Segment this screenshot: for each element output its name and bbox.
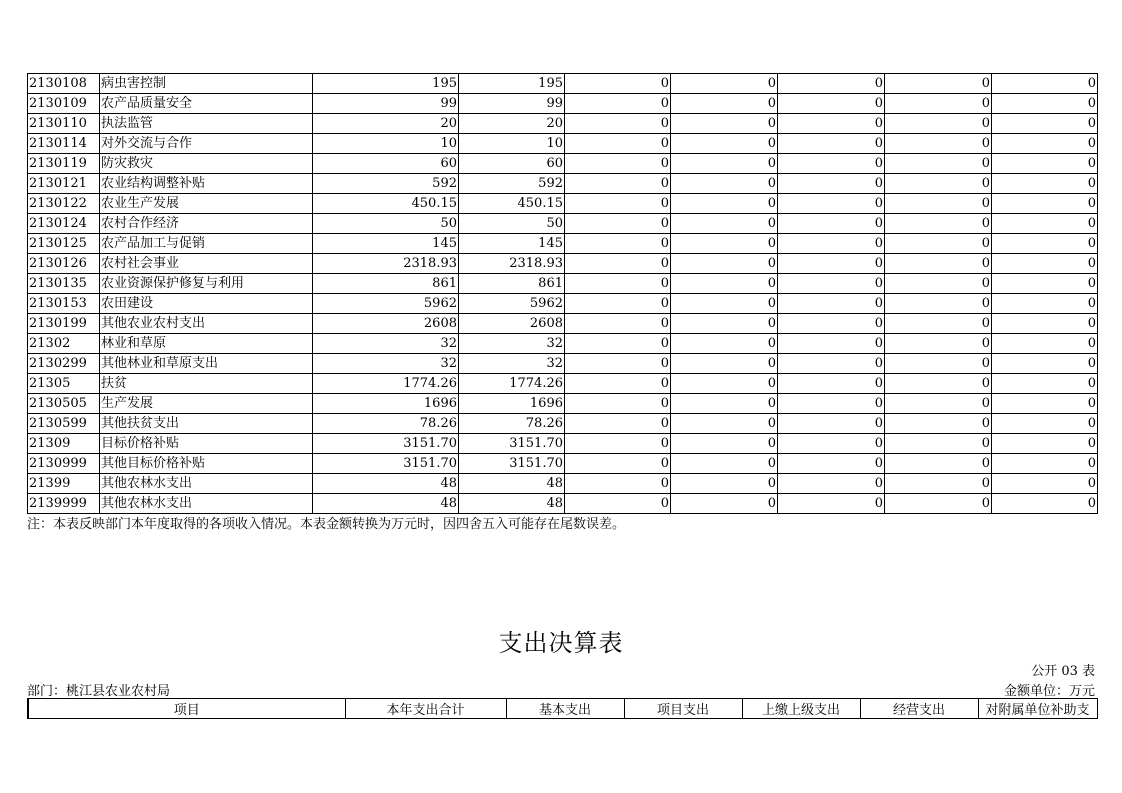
row-name: 其他农林水支出 xyxy=(100,494,313,514)
row-value: 48 xyxy=(313,494,459,514)
table-row xyxy=(28,114,1098,134)
row-value: 0 xyxy=(992,374,1098,394)
row-name: 其他目标价格补贴 xyxy=(100,454,313,474)
row-value: 0 xyxy=(565,194,671,214)
row-value: 0 xyxy=(778,234,885,254)
row-value: 3151.70 xyxy=(313,434,459,454)
row-value: 0 xyxy=(992,334,1098,354)
row-value: 0 xyxy=(671,74,778,94)
row-code: 2130599 xyxy=(28,414,100,434)
row-value: 0 xyxy=(992,414,1098,434)
row-value: 0 xyxy=(778,154,885,174)
row-value: 0 xyxy=(671,334,778,354)
table-row xyxy=(28,254,1098,274)
row-value: 0 xyxy=(885,474,992,494)
row-value: 0 xyxy=(885,314,992,334)
table-row xyxy=(28,174,1098,194)
row-code: 2130121 xyxy=(28,174,100,194)
table-row xyxy=(28,394,1098,414)
row-value: 0 xyxy=(992,94,1098,114)
table-row xyxy=(28,214,1098,234)
row-code: 2130999 xyxy=(28,454,100,474)
header-total-expense: 本年支出合计 xyxy=(345,699,506,719)
row-value: 60 xyxy=(313,154,459,174)
row-value: 0 xyxy=(778,214,885,234)
income-table-body xyxy=(28,74,1098,514)
row-value: 0 xyxy=(992,174,1098,194)
row-name: 对外交流与合作 xyxy=(100,134,313,154)
row-value: 48 xyxy=(313,474,459,494)
row-value: 0 xyxy=(565,254,671,274)
header-item: 项目 xyxy=(28,699,345,719)
row-value: 450.15 xyxy=(459,194,565,214)
row-value: 0 xyxy=(671,474,778,494)
row-value: 450.15 xyxy=(313,194,459,214)
header-project-expense: 项目支出 xyxy=(624,699,742,719)
row-value: 99 xyxy=(459,94,565,114)
row-name: 农产品质量安全 xyxy=(100,94,313,114)
row-value: 0 xyxy=(885,394,992,414)
row-value: 0 xyxy=(565,214,671,234)
row-value: 0 xyxy=(565,354,671,374)
income-table xyxy=(27,73,1098,514)
row-code: 2139999 xyxy=(28,494,100,514)
row-value: 0 xyxy=(885,454,992,474)
row-value: 2318.93 xyxy=(313,254,459,274)
row-value: 0 xyxy=(778,74,885,94)
row-value: 145 xyxy=(313,234,459,254)
row-code: 2130199 xyxy=(28,314,100,334)
row-value: 0 xyxy=(778,434,885,454)
table-row xyxy=(28,154,1098,174)
row-name: 病虫害控制 xyxy=(100,74,313,94)
row-name: 扶贫 xyxy=(100,374,313,394)
table-row xyxy=(28,334,1098,354)
row-value: 0 xyxy=(885,374,992,394)
row-value: 0 xyxy=(778,194,885,214)
row-code: 2130122 xyxy=(28,194,100,214)
row-value: 0 xyxy=(885,154,992,174)
row-value: 0 xyxy=(992,114,1098,134)
row-value: 0 xyxy=(565,234,671,254)
row-value: 861 xyxy=(459,274,565,294)
row-value: 0 xyxy=(778,94,885,114)
row-value: 0 xyxy=(885,174,992,194)
row-value: 0 xyxy=(565,74,671,94)
row-value: 0 xyxy=(565,494,671,514)
table-row xyxy=(28,74,1098,94)
row-value: 195 xyxy=(459,74,565,94)
row-value: 0 xyxy=(565,94,671,114)
row-value: 78.26 xyxy=(459,414,565,434)
row-value: 0 xyxy=(565,374,671,394)
table-row xyxy=(28,234,1098,254)
row-value: 0 xyxy=(992,434,1098,454)
row-value: 0 xyxy=(778,494,885,514)
table-row xyxy=(28,134,1098,154)
row-value: 50 xyxy=(459,214,565,234)
row-value: 0 xyxy=(778,274,885,294)
row-value: 0 xyxy=(885,214,992,234)
row-code: 21305 xyxy=(28,374,100,394)
row-code: 2130119 xyxy=(28,154,100,174)
row-value: 20 xyxy=(313,114,459,134)
row-value: 0 xyxy=(565,434,671,454)
row-name: 农业结构调整补贴 xyxy=(100,174,313,194)
row-code: 2130108 xyxy=(28,74,100,94)
row-name: 农田建设 xyxy=(100,294,313,314)
row-name: 其他农业农村支出 xyxy=(100,314,313,334)
row-code: 2130153 xyxy=(28,294,100,314)
amount-unit-label: 金额单位：万元 xyxy=(1003,684,1095,699)
row-name: 农产品加工与促销 xyxy=(100,234,313,254)
row-value: 10 xyxy=(313,134,459,154)
row-value: 0 xyxy=(671,414,778,434)
row-code: 21309 xyxy=(28,434,100,454)
table-row xyxy=(28,414,1098,434)
row-value: 0 xyxy=(992,154,1098,174)
row-value: 0 xyxy=(992,394,1098,414)
table-row xyxy=(28,494,1098,514)
row-value: 0 xyxy=(778,254,885,274)
page-title: 支出决算表 xyxy=(498,629,624,657)
row-value: 0 xyxy=(778,394,885,414)
row-value: 0 xyxy=(565,334,671,354)
table-row xyxy=(28,374,1098,394)
row-value: 0 xyxy=(992,254,1098,274)
row-value: 0 xyxy=(885,114,992,134)
row-value: 0 xyxy=(885,274,992,294)
row-value: 0 xyxy=(671,194,778,214)
form-number: 公开 03 表 xyxy=(1031,664,1095,679)
table-row xyxy=(28,434,1098,454)
row-value: 0 xyxy=(992,134,1098,154)
row-value: 48 xyxy=(459,494,565,514)
row-value: 0 xyxy=(992,354,1098,374)
row-value: 0 xyxy=(992,494,1098,514)
row-value: 0 xyxy=(671,114,778,134)
row-value: 0 xyxy=(778,294,885,314)
row-value: 0 xyxy=(992,314,1098,334)
row-value: 0 xyxy=(671,354,778,374)
expense-table xyxy=(27,698,1098,719)
row-value: 0 xyxy=(778,454,885,474)
row-value: 0 xyxy=(778,314,885,334)
row-value: 0 xyxy=(565,474,671,494)
row-value: 2608 xyxy=(313,314,459,334)
row-value: 0 xyxy=(885,74,992,94)
row-value: 0 xyxy=(565,174,671,194)
row-name: 其他农林水支出 xyxy=(100,474,313,494)
row-value: 0 xyxy=(992,214,1098,234)
table-note: 注：本表反映部门本年度取得的各项收入情况。本表金额转换为万元时，因四舍五入可能存在尾数误差。 xyxy=(27,517,626,532)
row-name: 林业和草原 xyxy=(100,334,313,354)
row-name: 其他林业和草原支出 xyxy=(100,354,313,374)
row-value: 2608 xyxy=(459,314,565,334)
row-value: 32 xyxy=(313,354,459,374)
row-value: 0 xyxy=(885,254,992,274)
row-value: 0 xyxy=(671,494,778,514)
header-operating-expense: 经营支出 xyxy=(860,699,978,719)
header-remit-superior: 上缴上级支出 xyxy=(742,699,860,719)
table-row xyxy=(28,454,1098,474)
row-value: 0 xyxy=(671,294,778,314)
row-code: 2130299 xyxy=(28,354,100,374)
row-value: 145 xyxy=(459,234,565,254)
row-value: 0 xyxy=(778,114,885,134)
row-name: 目标价格补贴 xyxy=(100,434,313,454)
row-value: 0 xyxy=(778,474,885,494)
table-row xyxy=(28,354,1098,374)
row-value: 0 xyxy=(671,434,778,454)
row-value: 48 xyxy=(459,474,565,494)
row-value: 0 xyxy=(671,314,778,334)
row-value: 0 xyxy=(671,154,778,174)
row-value: 0 xyxy=(778,354,885,374)
row-name: 农村合作经济 xyxy=(100,214,313,234)
row-value: 1696 xyxy=(313,394,459,414)
row-value: 0 xyxy=(565,394,671,414)
row-value: 0 xyxy=(778,414,885,434)
row-value: 0 xyxy=(885,294,992,314)
row-value: 0 xyxy=(778,334,885,354)
row-value: 0 xyxy=(778,134,885,154)
table-row xyxy=(28,474,1098,494)
row-name: 防灾救灾 xyxy=(100,154,313,174)
expense-header-row xyxy=(28,699,1097,719)
row-value: 20 xyxy=(459,114,565,134)
row-value: 0 xyxy=(885,134,992,154)
row-value: 0 xyxy=(885,94,992,114)
row-code: 2130135 xyxy=(28,274,100,294)
table-row xyxy=(28,314,1098,334)
row-value: 32 xyxy=(313,334,459,354)
row-name: 农业生产发展 xyxy=(100,194,313,214)
row-value: 0 xyxy=(565,314,671,334)
row-value: 0 xyxy=(992,294,1098,314)
row-value: 0 xyxy=(565,454,671,474)
row-value: 3151.70 xyxy=(459,454,565,474)
row-value: 78.26 xyxy=(313,414,459,434)
row-value: 861 xyxy=(313,274,459,294)
row-value: 0 xyxy=(671,214,778,234)
row-value: 0 xyxy=(671,394,778,414)
row-value: 0 xyxy=(885,434,992,454)
row-name: 农村社会事业 xyxy=(100,254,313,274)
row-name: 生产发展 xyxy=(100,394,313,414)
row-value: 0 xyxy=(565,274,671,294)
table-row xyxy=(28,94,1098,114)
row-value: 1774.26 xyxy=(313,374,459,394)
header-subsidiary-subsidy: 对附属单位补助支 xyxy=(978,699,1097,719)
row-value: 60 xyxy=(459,154,565,174)
row-value: 5962 xyxy=(313,294,459,314)
table-row xyxy=(28,194,1098,214)
row-value: 0 xyxy=(885,414,992,434)
row-value: 0 xyxy=(885,194,992,214)
row-value: 0 xyxy=(885,334,992,354)
row-value: 0 xyxy=(671,374,778,394)
row-value: 0 xyxy=(565,294,671,314)
row-value: 0 xyxy=(992,74,1098,94)
row-value: 195 xyxy=(313,74,459,94)
row-code: 2130109 xyxy=(28,94,100,114)
row-value: 0 xyxy=(778,174,885,194)
row-value: 0 xyxy=(671,454,778,474)
header-basic-expense: 基本支出 xyxy=(506,699,624,719)
row-value: 5962 xyxy=(459,294,565,314)
row-value: 0 xyxy=(671,274,778,294)
row-value: 0 xyxy=(671,134,778,154)
row-value: 0 xyxy=(992,474,1098,494)
row-value: 1696 xyxy=(459,394,565,414)
row-code: 2130114 xyxy=(28,134,100,154)
row-code: 2130124 xyxy=(28,214,100,234)
row-value: 0 xyxy=(565,414,671,434)
row-value: 1774.26 xyxy=(459,374,565,394)
row-name: 执法监管 xyxy=(100,114,313,134)
row-value: 0 xyxy=(671,254,778,274)
row-value: 0 xyxy=(992,454,1098,474)
row-code: 2130126 xyxy=(28,254,100,274)
row-value: 3151.70 xyxy=(459,434,565,454)
row-value: 0 xyxy=(992,194,1098,214)
row-value: 0 xyxy=(992,234,1098,254)
row-value: 0 xyxy=(671,234,778,254)
row-value: 32 xyxy=(459,334,565,354)
row-name: 农业资源保护修复与利用 xyxy=(100,274,313,294)
row-value: 592 xyxy=(459,174,565,194)
row-code: 2130505 xyxy=(28,394,100,414)
row-value: 32 xyxy=(459,354,565,374)
row-value: 99 xyxy=(313,94,459,114)
row-value: 0 xyxy=(671,174,778,194)
row-name: 其他扶贫支出 xyxy=(100,414,313,434)
row-code: 21399 xyxy=(28,474,100,494)
department-label: 部门：桃江县农业农村局 xyxy=(27,684,171,699)
row-value: 592 xyxy=(313,174,459,194)
row-value: 0 xyxy=(885,234,992,254)
row-value: 2318.93 xyxy=(459,254,565,274)
row-value: 50 xyxy=(313,214,459,234)
row-value: 0 xyxy=(671,94,778,114)
table-row xyxy=(28,274,1098,294)
row-code: 2130110 xyxy=(28,114,100,134)
row-value: 3151.70 xyxy=(313,454,459,474)
row-value: 0 xyxy=(885,494,992,514)
row-value: 0 xyxy=(565,154,671,174)
row-value: 0 xyxy=(885,354,992,374)
table-row xyxy=(28,294,1098,314)
row-value: 0 xyxy=(565,134,671,154)
row-value: 10 xyxy=(459,134,565,154)
row-value: 0 xyxy=(778,374,885,394)
row-code: 21302 xyxy=(28,334,100,354)
row-code: 2130125 xyxy=(28,234,100,254)
row-value: 0 xyxy=(565,114,671,134)
row-value: 0 xyxy=(992,274,1098,294)
